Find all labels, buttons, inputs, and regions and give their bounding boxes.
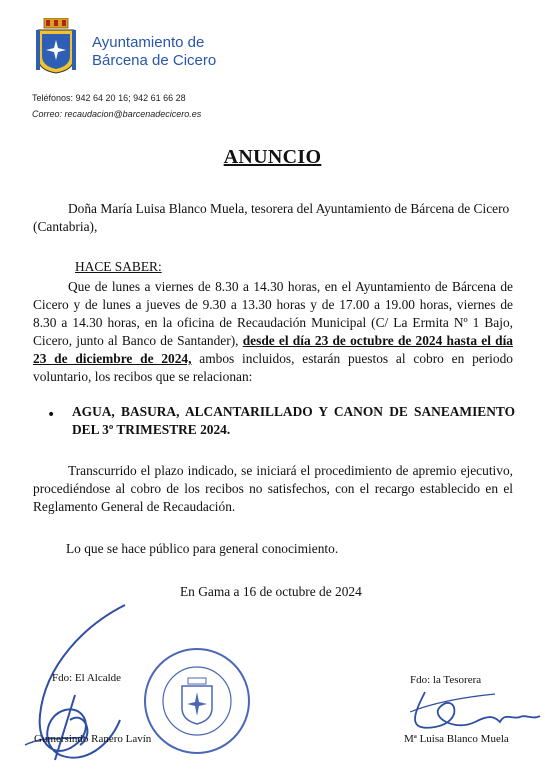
bullet-icon: •: [47, 407, 56, 423]
mayor-name: Gumersindo Ranero Lavín: [34, 733, 152, 745]
official-stamp: [142, 646, 252, 756]
intro-line2: (Cantabria),: [33, 219, 98, 234]
intro-paragraph: [33, 200, 513, 236]
treasurer-signature-label: Fdo: la Tesorera: [410, 674, 482, 686]
main-paragraph-text: Que de lunes a viernes de 8.30 a 14.30 horas, en el Ayuntamiento de Bárcena de Cicero y de lunes a jueves de 9.30 a 13.30 horas y de 17.00 a 19.00 horas, viernes de 8.30 a 14.30 horas, en la oficina de Recaudación Municipal (C/ La Ermita Nº 1 Bajo, Cicero, junto al Banco de Santander),: [33, 279, 513, 348]
collection-period: desde el día 23 de octubre de 2024 hasta el día 23 de diciembre de 2024,: [33, 333, 514, 366]
email-address: Correo: recaudacion@barcenadecicero.es: [32, 109, 202, 119]
org-name-line1: Ayuntamiento de: [92, 34, 205, 51]
main-paragraph-tail: ambos incluidos, estarán puestos al cobro en periodo voluntario, los recibos que se relacionan:: [33, 351, 513, 384]
phone-numbers: Teléfonos: 942 64 20 16; 942 61 66 28: [32, 93, 186, 103]
intro-line1: Doña María Luisa Blanco Muela, tesorera del Ayuntamiento de Bárcena de Cicero: [68, 201, 510, 216]
closing-sentence: Lo que se hace público para general conocimiento.: [66, 541, 339, 556]
date-line: En Gama a 16 de octubre de 2024: [180, 584, 362, 599]
coat-of-arms-logo: [36, 18, 76, 74]
bullet-item: AGUA, BASURA, ALCANTARILLADO Y CANON DE SANEAMIENTO DEL 3º TRIMESTRE 2024.: [72, 404, 515, 437]
hace-saber-heading: HACE SABER:: [75, 259, 162, 274]
document-title: ANUNCIO: [223, 146, 322, 168]
enforcement-paragraph: [33, 462, 513, 516]
mayor-signature-label: Fdo: El Alcalde: [52, 672, 122, 684]
treasurer-name: Mª Luisa Blanco Muela: [404, 733, 509, 745]
org-name-line2: Bárcena de Cicero: [92, 52, 217, 69]
organization-name: [92, 34, 216, 70]
main-paragraph: [33, 278, 513, 386]
enforcement-text: Transcurrido el plazo indicado, se iniciará el procedimiento de apremio ejecutivo, procediéndose al cobro de los recibos no satisfechos, con el recargo establecido en el Reglamento General de Recaudación.: [33, 463, 513, 514]
